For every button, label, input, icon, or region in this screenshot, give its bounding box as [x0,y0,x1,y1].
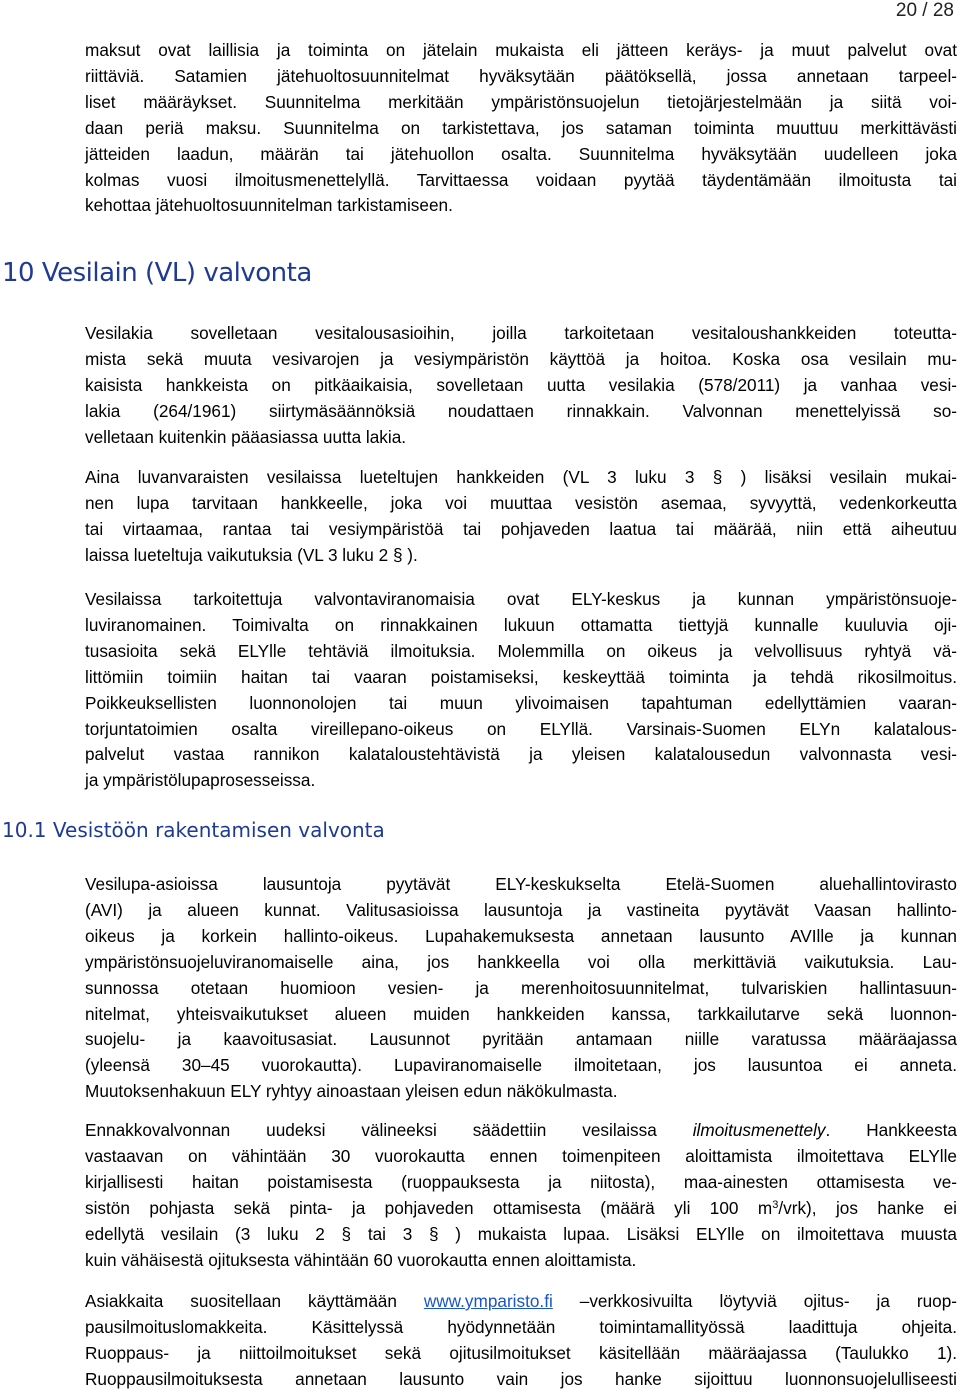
text-line: (AVI) ja alueen kunnat. Valitusasioissa lausuntoja ja vastineita pyytävät Vaasan hallinto- [85,899,957,920]
ymparisto-link[interactable]: www.ymparisto.fi [423,1291,553,1311]
text-line: tai virtaamaa, rantaa tai vesiympäristöä tai pohjaveden laatua tai määrää, niin että aiheutuu [85,518,957,539]
paragraph-intro [85,38,957,219]
text-line: Ruoppausilmoituksesta annetaan lausunto vain jos hanke sijoittuu luonnonsuojelulliseesti [85,1368,957,1389]
text-line: ja ympäristölupaprosesseissa. [85,770,316,791]
text-line: torjuntatoimien osalta vireillepano-oikeus on ELYllä. Varsinais-Suomen ELYn kalatalous- [85,718,957,739]
text-line: littömiin toimiin haitan tai vaaran poistamiseksi, keskeyttää toiminta ja tehdä rikosilmoitus. [85,666,957,687]
text-line: suojelu- ja kaavoitusasiat. Lausunnot pyritään antamaan niille varatussa määräajassa [85,1029,957,1050]
paragraph-2 [85,465,957,569]
text-line: Muutoksenhakuun ELY ryhtyy ainoastaan yleisen edun näkökulmasta. [85,1081,618,1102]
text-line: kuin vähäisestä ojituksesta vähintään 60 vuorokautta ennen aloittamista. [85,1249,637,1270]
text-line: Vesilaissa tarkoitettuja valvontaviranomaisia ovat ELY-keskus ja kunnan ympäristönsuoje- [85,589,957,609]
paragraph-4 [85,872,957,1105]
superscript: 3 [772,1198,779,1211]
text-line: Vesilupa-asioissa lausuntoja pyytävät ELY-keskukselta Etelä-Suomen aluehallintovirasto [85,874,957,894]
text-line: liset määräykset. Suunnitelma merkitään ympäristönsuojelun tietojärjestelmään ja siitä voi- [85,91,957,112]
text-line [85,1196,957,1222]
text-line: kaisista hankkeista on pitkäaikaisia, sovelletaan uutta vesilakia (578/2011) ja vanhaa vesi- [85,374,957,395]
text-line: nen lupa tarvitaan hankkeelle, joka voi muuttaa vesistön asemaa, syvyyttä, vedenkorkeutta [85,492,957,513]
text-line: sunnossa otetaan huomioon vesien- ja merenhoitosuunnitelmat, tulvariskien hallintasuun- [85,977,957,998]
text-run: . Hankkeesta [825,1120,957,1140]
text-line: (yleensä 30–45 vuorokautta). Lupaviranomaiselle ilmoitetaan, jos lausuntoa ei anneta. [85,1055,957,1076]
text-line: luviranomainen. Toimivalta on rinnakkainen lukuun ottamatta tiettyjä kunnalle kuuluvia oji- [85,614,957,635]
text-line: kolmas vuosi ilmoitusmenettelyllä. Tarvittaessa voidaan pyytää täydentämään ilmoitusta tai [85,169,957,190]
text-line: kirjallisesti haitan poistamisesta (ruoppauksesta ja niitosta), maa-ainesten ottamisesta ve- [85,1171,957,1192]
text-line: Aina luvanvaraisten vesilaissa lueteltujen hankkeiden (VL 3 luku 3 § ) lisäksi vesilain mukai- [85,467,957,487]
paragraph-3 [85,587,957,794]
paragraph-1 [85,321,957,451]
text-line: nitelmat, yhteisvaikutukset alueen muiden hankkeiden kanssa, tarkkailutarve sekä luonnon- [85,1003,957,1024]
text-line: maksut ovat laillisia ja toiminta on jätelain mukaista eli jätteen keräys- ja muut palvelut ovat [85,40,957,60]
text-line: velletaan kuitenkin pääasiassa uutta lakia. [85,426,407,447]
text-line: jätteiden laadun, määrän tai jätehuollon osalta. Suunnitelma hyväksytään uudelleen joka [85,143,957,164]
text-line: oikeus ja korkein hallinto-oikeus. Lupahakemuksesta annetaan lausunto AVIlle ja kunnan [85,925,957,946]
text-run: Ennakkovalvonnan uudeksi välineeksi säädettiin vesilaissa [85,1120,693,1140]
page-number: 20 / 28 [895,0,954,21]
text-run: Asiakkaita suositellaan käyttämään [85,1291,424,1311]
text-run: /vrk), jos hanke ei [778,1197,957,1218]
text-line: palvelut vastaa rannikon kalataloustehtävistä ja yleisen kalatalousedun valvonnasta vesi- [85,744,957,765]
text-line: edellytä vesilain (3 luku 2 § tai 3 § ) mukaista lupaa. Lisäksi ELYlle on ilmoitettava muusta [85,1223,957,1244]
text-line: mista sekä muuta vesivarojen ja vesiympäristön käyttöä ja hoitoa. Koska osa vesilain mu- [85,348,957,369]
text-line: lakia (264/1961) siirtymäsäännöksiä noudattaen rinnakkain. Valvonnan menettelyissä so- [85,400,957,421]
text-line: tusasioita sekä ELYlle tehtäviä ilmoituksia. Molemmilla on oikeus ja velvollisuus ryhtyä vä- [85,640,957,661]
text-line [85,1289,957,1315]
text-line: laissa lueteltuja vaikutuksia (VL 3 luku 2 § ). [85,544,418,565]
text-line [85,1118,957,1144]
heading-section-10: 10 Vesilain (VL) valvonta [2,258,312,288]
heading-section-10-1: 10.1 Vesistöön rakentamisen valvonta [2,818,385,842]
emphasis-term: ilmoitusmenettely [692,1120,826,1140]
text-run: –verkkosivuilta löytyviä ojitus- ja ruop- [552,1291,957,1311]
text-line: riittäviä. Satamien jätehuoltosuunnitelmat hyväksytään päätöksellä, jossa annetaan tarpeel- [85,65,957,86]
paragraph-6 [85,1289,957,1393]
paragraph-5 [85,1118,957,1273]
text-line: daan periä maksu. Suunnitelma on tarkistettava, jos sataman toiminta muuttuu merkittävästi [85,117,957,138]
text-line: Poikkeuksellisten luonnonolojen tai muun ylivoimaisen tapahtuman edellyttämien vaaran- [85,692,957,713]
text-line: vastaavan on vähintään 30 vuorokautta ennen toimenpiteen aloittamista ilmoitettava ELYlle [85,1145,957,1166]
text-run: sistön pohjasta sekä pinta- ja pohjaveden ottamisesta (määrä yli 100 m [85,1197,773,1218]
text-line: ympäristönsuojeluviranomaiselle aina, jos hankkeella voi olla merkittäviä vaikutuksia. Lau- [85,951,957,972]
text-line: Vesilakia sovelletaan vesitalousasioihin, joilla tarkoitetaan vesitaloushankkeiden toteutta- [85,323,957,343]
text-line: Ruoppaus- ja niittoilmoitukset sekä ojitusilmoitukset käsitellään määräajassa (Taulukko 1). [85,1342,957,1363]
text-line: pausilmoituslomakkeita. Käsittelyssä hyödynnetään toimintamallityössä laadittuja ohjeita. [85,1316,957,1337]
text-line: kehottaa jätehuoltosuunnitelman tarkistamiseen. [85,195,453,216]
